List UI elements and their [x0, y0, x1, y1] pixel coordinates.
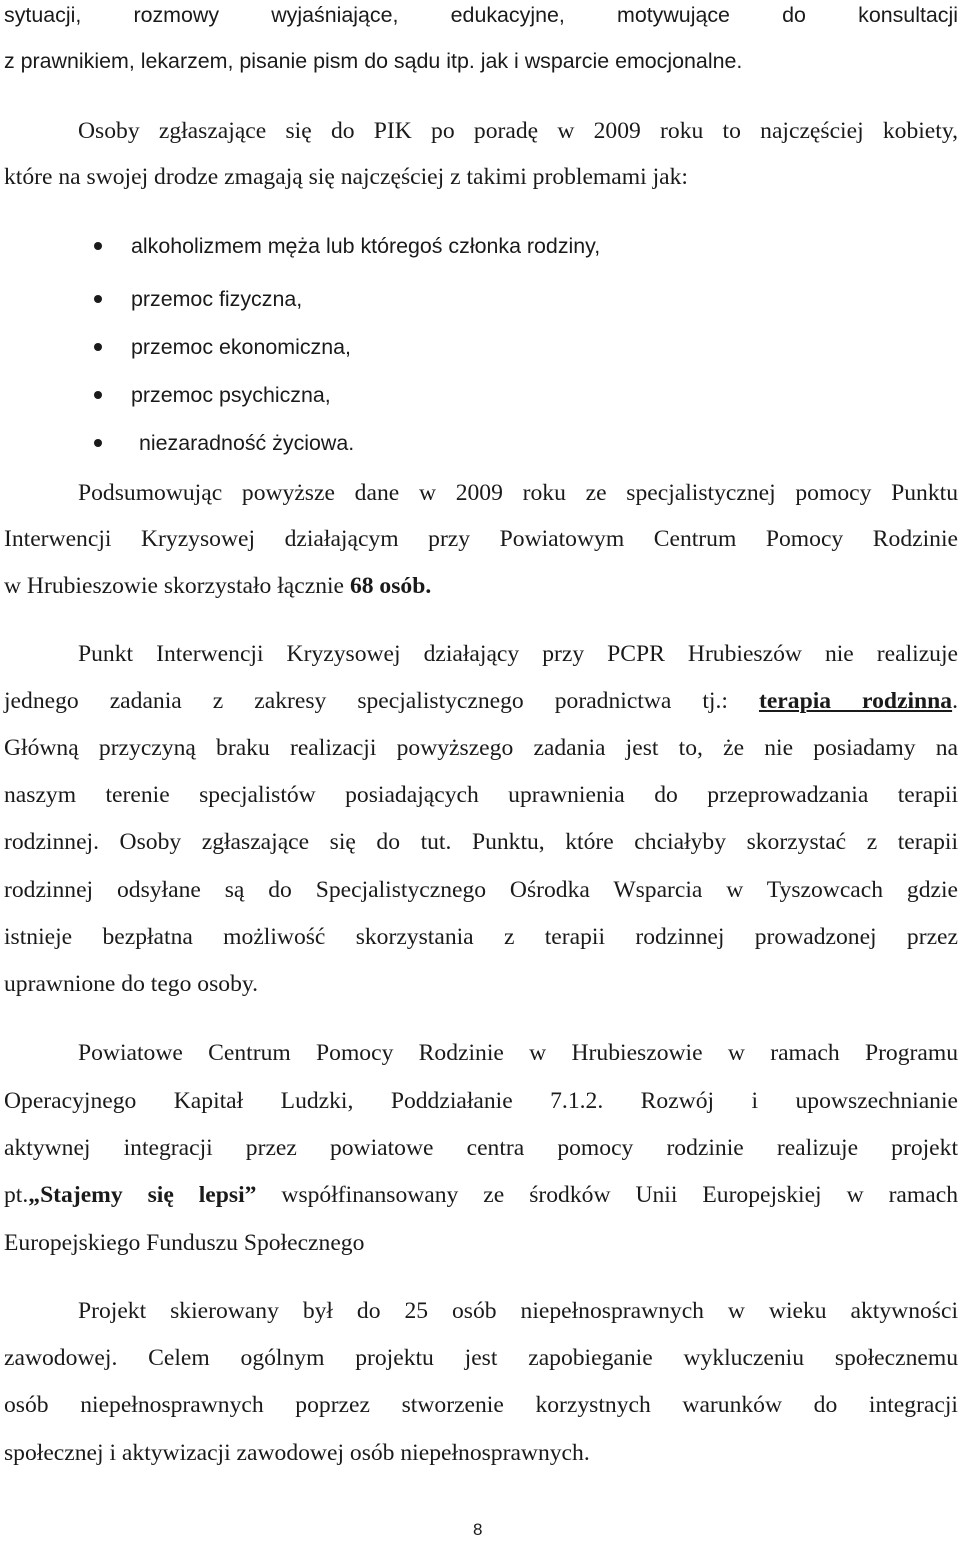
- paragraph-line: które na swojej drodze zmagają się najczęściej z takimi problemami jak:: [4, 164, 688, 190]
- paragraph-line: [4, 571, 958, 601]
- total-count: 68 osób.: [349, 573, 432, 599]
- bullet-icon: [94, 391, 102, 399]
- paragraph-text: współfinansowany ze środków Unii Europejskiej w ramach: [256, 1182, 958, 1208]
- paragraph-text: jednego zadania z zakresy specjalistycznego poradnictwa tj.:: [4, 688, 759, 714]
- list-item-text: przemoc psychiczna,: [131, 383, 331, 407]
- paragraph-line: rodzinnej. Osoby zgłaszające się do tut. Punktu, które chciałyby skorzystać z terapii: [4, 829, 958, 855]
- bullet-icon: [94, 439, 102, 447]
- paragraph-line: [4, 1180, 958, 1210]
- paragraph-line: Europejskiego Funduszu Społecznego: [4, 1230, 365, 1256]
- paragraph-text: .: [952, 688, 958, 714]
- paragraph-line: istnieje bezpłatna możliwość skorzystania z terapii rodzinnej prowadzonej przez: [4, 924, 958, 950]
- list-item-text: przemoc ekonomiczna,: [131, 335, 351, 359]
- paragraph-line: osób niepełnosprawnych poprzez stworzenie korzystnych warunków do integracji: [4, 1392, 958, 1418]
- paragraph-text: w Hrubieszowie skorzystało łącznie: [4, 573, 350, 599]
- highlighted-term: terapia rodzinna: [758, 688, 953, 714]
- paragraph-line: Powiatowe Centrum Pomocy Rodzinie w Hrubieszowie w ramach Programu: [78, 1040, 958, 1066]
- page-number: 8: [473, 1520, 483, 1539]
- paragraph-text: pt.: [4, 1182, 29, 1208]
- paragraph-line: społecznej i aktywizacji zawodowej osób niepełnosprawnych.: [4, 1440, 590, 1466]
- paragraph-line: zawodowej. Celem ogólnym projektu jest zapobieganie wykluczeniu społecznemu: [4, 1345, 958, 1371]
- paragraph-line: naszym terenie specjalistów posiadających uprawnienia do przeprowadzania terapii: [4, 782, 958, 808]
- list-item-text: przemoc fizyczna,: [131, 287, 303, 311]
- paragraph-line: [4, 686, 958, 716]
- paragraph-line: uprawnione do tego osoby.: [4, 971, 259, 997]
- paragraph-line: Projekt skierowany był do 25 osób niepełnosprawnych w wieku aktywności: [78, 1298, 958, 1324]
- paragraph-line: Podsumowując powyższe dane w 2009 roku ze specjalistycznej pomocy Punktu: [78, 480, 958, 506]
- list-item-text: niezaradność życiowa.: [139, 431, 355, 455]
- paragraph-line: sytuacji, rozmowy wyjaśniające, edukacyjne, motywujące do konsultacji: [4, 3, 958, 27]
- paragraph-line: Osoby zgłaszające się do PIK po poradę w 2009 roku to najczęściej kobiety,: [78, 118, 958, 144]
- bullet-icon: [94, 242, 102, 250]
- paragraph-line: Punkt Interwencji Kryzysowej działający przy PCPR Hrubieszów nie realizuje: [78, 641, 958, 667]
- bullet-icon: [94, 343, 102, 351]
- list-item-text: alkoholizmem męża lub któregoś członka rodziny,: [131, 234, 601, 258]
- paragraph-line: Interwencji Kryzysowej działającym przy Powiatowym Centrum Pomocy Rodzinie: [4, 526, 958, 552]
- project-title: „Stajemy się lepsi”: [28, 1182, 257, 1208]
- paragraph-line: Główną przyczyną braku realizacji powyższego zadania jest to, że nie posiadamy na: [4, 735, 958, 761]
- paragraph-line: Operacyjnego Kapitał Ludzki, Poddziałanie 7.1.2. Rozwój i upowszechnianie: [4, 1088, 958, 1114]
- bullet-icon: [94, 295, 102, 303]
- paragraph-line: z prawnikiem, lekarzem, pisanie pism do sądu itp. jak i wsparcie emocjonalne.: [4, 49, 743, 73]
- paragraph-line: rodzinnej odsyłane są do Specjalistycznego Ośrodka Wsparcia w Tyszowcach gdzie: [4, 877, 958, 903]
- paragraph-line: aktywnej integracji przez powiatowe centra pomocy rodzinie realizuje projekt: [4, 1135, 958, 1161]
